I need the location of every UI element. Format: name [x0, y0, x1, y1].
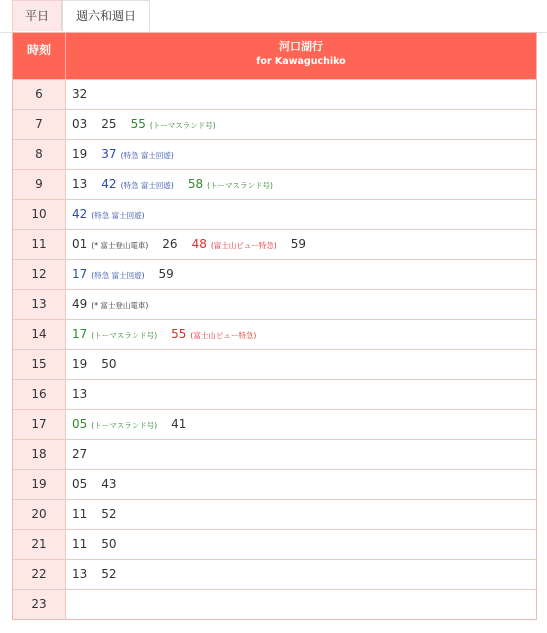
departure-time[interactable]	[72, 380, 87, 409]
departure-minute: 19	[72, 147, 88, 161]
departure-time[interactable]	[291, 230, 306, 259]
departure-time[interactable]	[72, 260, 145, 289]
table-row	[13, 79, 536, 109]
table-row	[13, 589, 536, 619]
departure-time[interactable]	[72, 110, 87, 139]
table-row	[13, 229, 536, 259]
hour-cell: 13	[13, 290, 66, 319]
hour-cell: 16	[13, 380, 66, 409]
departure-time[interactable]	[72, 140, 87, 169]
table-row	[13, 109, 536, 139]
train-type-note: (特急 富士回遊)	[120, 181, 174, 190]
table-row	[13, 379, 536, 409]
timetable	[12, 32, 537, 620]
departures-cell	[66, 350, 536, 379]
departure-time[interactable]	[72, 320, 157, 349]
train-type-note: (富士山ビュー特急)	[190, 331, 257, 340]
departure-minute: 03	[72, 117, 88, 131]
train-type-note: (トーマスランド号)	[207, 181, 273, 190]
departure-minute: 11	[72, 537, 88, 551]
departure-time[interactable]	[72, 230, 148, 259]
departure-time[interactable]	[72, 560, 87, 589]
hour-cell: 15	[13, 350, 66, 379]
departure-time[interactable]	[101, 170, 174, 199]
departures-cell	[66, 500, 536, 529]
table-row	[13, 259, 536, 289]
departure-time[interactable]	[171, 410, 186, 439]
departure-minute: 19	[72, 357, 88, 371]
hour-cell: 14	[13, 320, 66, 349]
hour-cell: 12	[13, 260, 66, 289]
hour-cell: 8	[13, 140, 66, 169]
departure-minute: 52	[101, 567, 117, 581]
departure-minute: 42	[72, 207, 88, 221]
timetable-body	[13, 79, 536, 619]
timetable-header	[13, 33, 536, 79]
hour-cell: 21	[13, 530, 66, 559]
table-row	[13, 409, 536, 439]
departure-minute: 13	[72, 567, 88, 581]
departure-time[interactable]	[101, 530, 116, 559]
hour-cell: 22	[13, 560, 66, 589]
departure-minute: 55	[130, 117, 146, 131]
departures-cell	[66, 170, 536, 199]
departures-cell	[66, 230, 536, 259]
departure-time[interactable]	[101, 350, 116, 379]
departure-time[interactable]	[72, 80, 87, 109]
departure-time[interactable]	[72, 530, 87, 559]
departures-cell	[66, 560, 536, 589]
hour-cell: 11	[13, 230, 66, 259]
hour-cell: 20	[13, 500, 66, 529]
destination-subtitle: for Kawaguchiko	[256, 56, 346, 67]
departure-minute: 17	[72, 267, 88, 281]
departures-cell	[66, 380, 536, 409]
train-type-note: (特急 富士回遊)	[120, 151, 174, 160]
departures-cell	[66, 320, 536, 349]
hour-cell: 6	[13, 80, 66, 109]
train-type-note: (富士山ビュー特急)	[210, 241, 277, 250]
departure-time[interactable]	[131, 110, 216, 139]
departure-time[interactable]	[162, 230, 177, 259]
table-row	[13, 529, 536, 559]
tab-weekday[interactable]: 平日	[12, 0, 62, 31]
hour-cell: 10	[13, 200, 66, 229]
departure-minute: 48	[191, 237, 207, 251]
departure-minute: 01	[72, 237, 88, 251]
train-type-note: (特急 富士回遊)	[91, 271, 145, 280]
departure-minute: 37	[101, 147, 117, 161]
departure-minute: 13	[72, 387, 88, 401]
table-row	[13, 319, 536, 349]
departure-time[interactable]	[72, 350, 87, 379]
departure-time[interactable]	[101, 470, 116, 499]
train-type-note: (トーマスランド号)	[91, 421, 158, 430]
departure-minute: 26	[162, 237, 178, 251]
departure-minute: 50	[101, 537, 117, 551]
departures-cell	[66, 290, 536, 319]
departure-time[interactable]	[101, 110, 116, 139]
departure-minute: 42	[101, 177, 117, 191]
train-type-note: (トーマスランド号)	[91, 331, 158, 340]
destination-title: 河口湖行	[279, 40, 323, 53]
departures-cell	[66, 110, 536, 139]
departure-time[interactable]	[72, 170, 87, 199]
table-row	[13, 499, 536, 529]
departure-minute: 32	[72, 87, 88, 101]
departure-minute: 17	[72, 327, 88, 341]
departure-minute: 25	[101, 117, 117, 131]
departures-cell	[66, 140, 536, 169]
hour-cell: 9	[13, 170, 66, 199]
departure-minute: 49	[72, 297, 88, 311]
departure-time[interactable]	[159, 260, 174, 289]
train-type-note: (* 富士登山電車)	[91, 241, 149, 250]
departure-minute: 50	[101, 357, 117, 371]
departure-minute: 11	[72, 507, 88, 521]
departures-cell	[66, 260, 536, 289]
departure-minute: 58	[187, 177, 204, 191]
departures-cell	[66, 590, 536, 619]
departures-cell	[66, 440, 536, 469]
hour-cell: 18	[13, 440, 66, 469]
departure-time[interactable]	[72, 500, 87, 529]
departure-minute: 52	[101, 507, 117, 521]
departure-time[interactable]	[188, 170, 273, 199]
train-type-note: (特急 富士回遊)	[91, 211, 145, 220]
departure-minute: 41	[171, 417, 187, 431]
table-row	[13, 439, 536, 469]
destination-header	[66, 33, 536, 79]
train-type-note: (* 富士登山電車)	[91, 301, 149, 310]
departure-time[interactable]	[72, 290, 148, 319]
departure-minute: 43	[101, 477, 117, 491]
table-row	[13, 559, 536, 589]
table-row	[13, 349, 536, 379]
departure-minute: 59	[158, 267, 174, 281]
table-row	[13, 139, 536, 169]
hour-cell: 23	[13, 590, 66, 619]
hour-cell: 7	[13, 110, 66, 139]
departure-minute: 05	[72, 477, 88, 491]
table-row	[13, 469, 536, 499]
departures-cell	[66, 410, 536, 439]
departure-time[interactable]	[171, 320, 256, 349]
table-row	[13, 199, 536, 229]
hour-cell: 19	[13, 470, 66, 499]
train-type-note: (トーマスランド号)	[149, 121, 216, 130]
departure-time[interactable]	[72, 440, 87, 469]
tab-weekend[interactable]: 週六和週日	[62, 0, 150, 32]
departure-time[interactable]	[101, 140, 174, 169]
hour-column-header: 時刻	[13, 33, 66, 79]
departure-time[interactable]	[101, 500, 116, 529]
departures-cell	[66, 470, 536, 499]
day-type-tabs	[0, 0, 547, 33]
departure-time[interactable]	[72, 470, 87, 499]
departure-time[interactable]	[192, 230, 277, 259]
departure-time[interactable]	[72, 200, 145, 229]
departure-minute: 27	[72, 447, 88, 461]
departures-cell	[66, 200, 536, 229]
table-row	[13, 289, 536, 319]
departure-minute: 13	[72, 177, 88, 191]
departure-minute: 59	[290, 237, 306, 251]
departure-minute: 05	[72, 417, 88, 431]
hour-cell: 17	[13, 410, 66, 439]
departures-cell	[66, 530, 536, 559]
table-row	[13, 169, 536, 199]
departures-cell	[66, 80, 536, 109]
departure-time[interactable]	[101, 560, 116, 589]
departure-time[interactable]	[72, 410, 157, 439]
departure-minute: 55	[171, 327, 187, 341]
